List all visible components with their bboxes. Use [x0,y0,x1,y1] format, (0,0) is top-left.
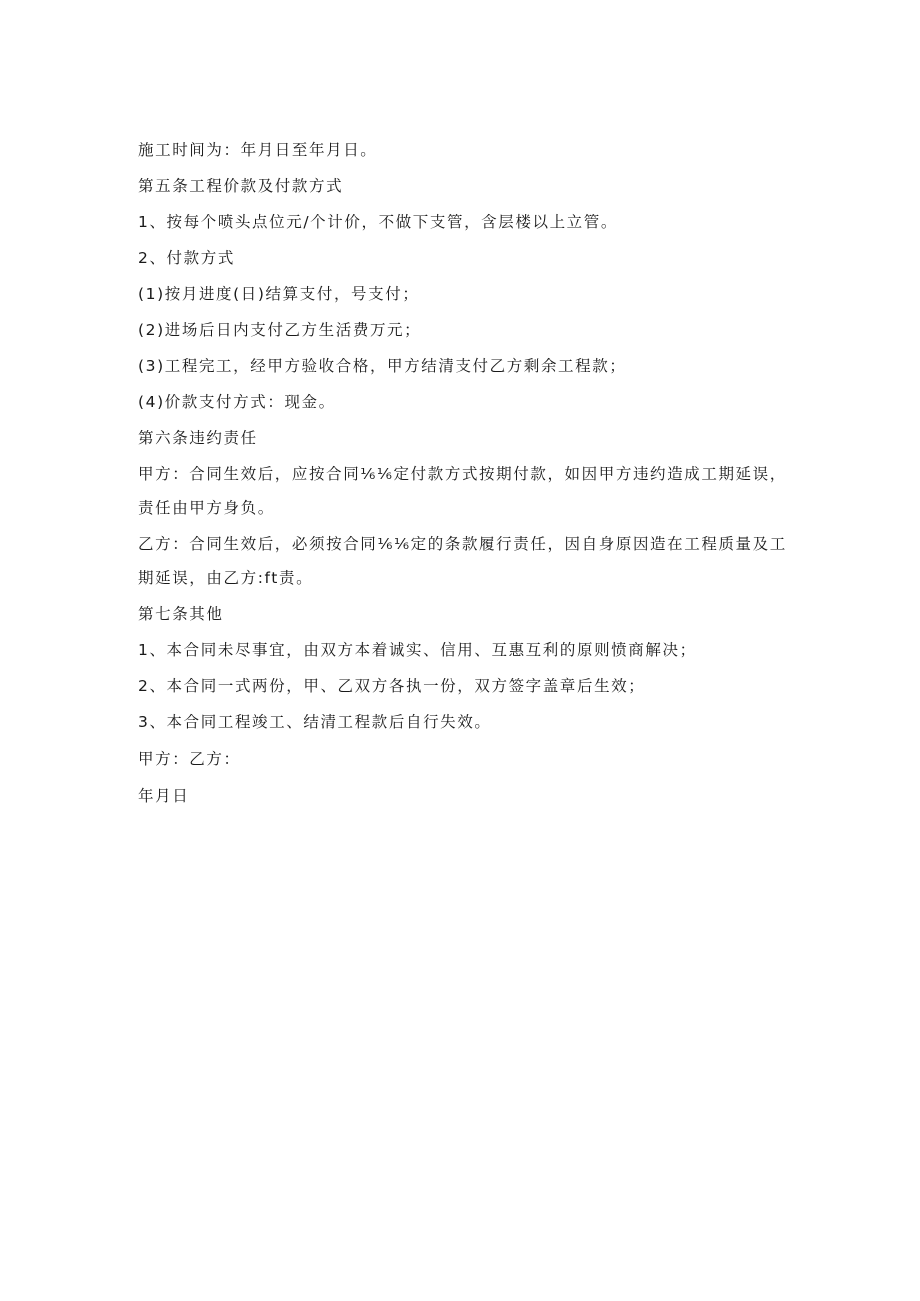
document-body [138,138,788,808]
construction-period-line: 施工时间为：年月日至年月日。 [138,141,378,159]
article-7-item-2: 2、本合同一式两份，甲、乙双方各执一份，双方签字盖章后生效； [138,677,646,695]
party-b-liability-line-1: 乙方：合同生效后，必须按合同⅙⅙定的条款履行责任，因自身原因造在工程质量及工 [138,535,787,553]
payment-subitem-1: (1)按月进度(日)结算支付，号支付； [138,285,420,303]
signature-date-line: 年月日 [138,787,190,805]
payment-subitem-2: (2)进场后日内支付乙方生活费万元； [138,321,422,339]
party-a-liability-line-2: 责任由甲方身负。 [138,499,275,517]
article-7-item-3: 3、本合同工程竣工、结清工程款后自行失效。 [138,713,492,731]
article-7-item-1: 1、本合同未尽事宜，由双方本着诚实、信用、互惠互利的原则愤商解决； [138,641,697,659]
article-5-item-2: 2、付款方式 [138,249,235,267]
party-a-liability-line-1: 甲方：合同生效后，应按合同⅙⅙定付款方式按期付款，如因甲方违约造成工期延误， [138,465,787,483]
article-6-heading: 第六条违约责任 [138,429,258,447]
article-7-heading: 第七条其他 [138,605,224,623]
party-b-liability-line-2: 期延误，由乙方:ft责。 [138,569,314,587]
article-5-item-1: 1、按每个喷头点位元/个计价，不做下支管，含层楼以上立管。 [138,213,618,231]
payment-subitem-4: (4)价款支付方式：现金。 [138,393,336,411]
payment-subitem-3: (3)工程完工，经甲方验收合格，甲方结清支付乙方剩余工程款； [138,357,627,375]
signature-parties-line: 甲方：乙方： [138,750,241,768]
article-5-heading: 第五条工程价款及付款方式 [138,177,344,195]
